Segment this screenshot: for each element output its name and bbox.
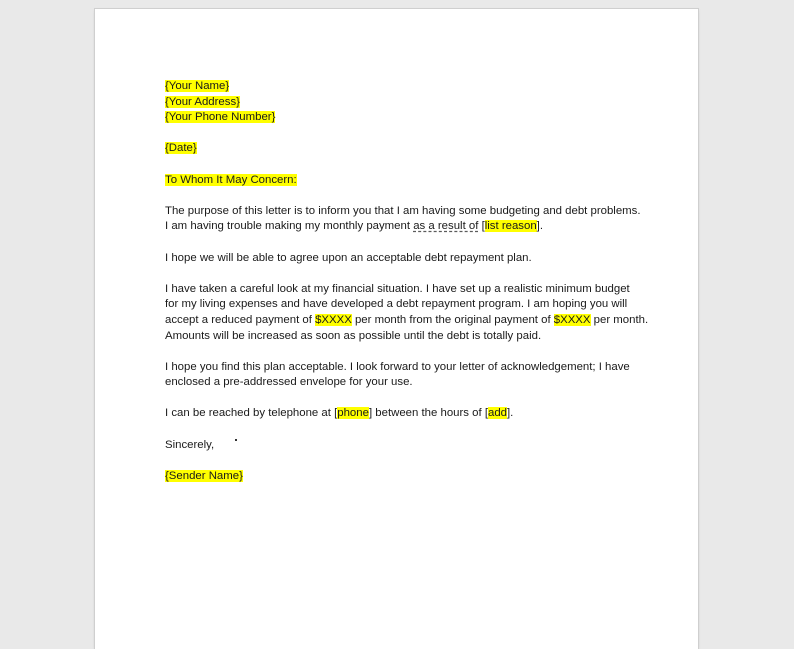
date-placeholder: {Date} xyxy=(165,142,197,155)
sender-name-line xyxy=(165,79,645,95)
paragraph-3-line-2: for my living expenses and have developed a debt repayment program. I am hoping you will xyxy=(165,298,628,311)
sender-phone: {Your Phone Number} xyxy=(165,111,276,124)
p3-text-c: per month from the original payment of xyxy=(351,313,554,326)
paragraph-4-line-1: I hope you find this plan acceptable. I look forward to your letter of acknowledgement; I have xyxy=(165,360,630,373)
paragraph-2: I hope we will be able to agree upon an acceptable debt repayment plan. xyxy=(165,251,532,264)
paragraph-5 xyxy=(165,406,645,422)
p3-text-e: per month. xyxy=(590,313,649,326)
p5-text-c: ] between the hours of [ xyxy=(368,407,488,420)
paragraph-3-line-4: Amounts will be increased as soon as possible until the debt is totally paid. xyxy=(165,329,542,342)
letter-body[interactable] xyxy=(165,79,649,484)
p3-text-a: accept a reduced payment of xyxy=(165,313,316,326)
sender-address-line xyxy=(165,95,645,111)
hours-placeholder: add xyxy=(488,407,508,420)
p1-bracket-open: [ xyxy=(478,220,485,233)
closing: Sincerely, xyxy=(165,438,215,451)
document-page[interactable] xyxy=(95,9,698,649)
sender-name: {Your Name} xyxy=(165,80,230,92)
paragraph-4-line-2: enclosed a pre-addressed envelope for your use. xyxy=(165,376,413,389)
stray-dot-mark xyxy=(235,439,237,441)
phone-placeholder: phone xyxy=(337,407,369,420)
salutation-line xyxy=(165,173,645,189)
sender-phone-line xyxy=(165,110,645,126)
p1-bracket-close: ]. xyxy=(536,220,544,233)
p1-text-a: I am having trouble making my monthly payment xyxy=(165,220,414,233)
signature-line xyxy=(165,469,645,485)
paragraph-1-line-1: The purpose of this letter is to inform you that I am having some budgeting and debt problems. xyxy=(165,204,641,217)
paragraph-3-line-1: I have taken a careful look at my financial situation. I have set up a realistic minimum budget xyxy=(165,282,630,295)
reduced-amount-placeholder: $XXXX xyxy=(315,313,352,326)
salutation: To Whom It May Concern: xyxy=(165,173,297,186)
grammar-flag[interactable]: as a result of xyxy=(413,220,479,233)
date-line xyxy=(165,141,645,157)
sender-address: {Your Address} xyxy=(165,95,240,108)
p5-text-e: ]. xyxy=(507,407,514,420)
paragraph-1-line-2 xyxy=(165,219,645,235)
original-amount-placeholder: $XXXX xyxy=(553,313,591,326)
signature-placeholder: {Sender Name} xyxy=(165,469,243,482)
list-reason-placeholder: list reason xyxy=(484,220,537,233)
p5-text-a: I can be reached by telephone at [ xyxy=(165,407,338,420)
paragraph-3-line-3 xyxy=(165,313,649,329)
